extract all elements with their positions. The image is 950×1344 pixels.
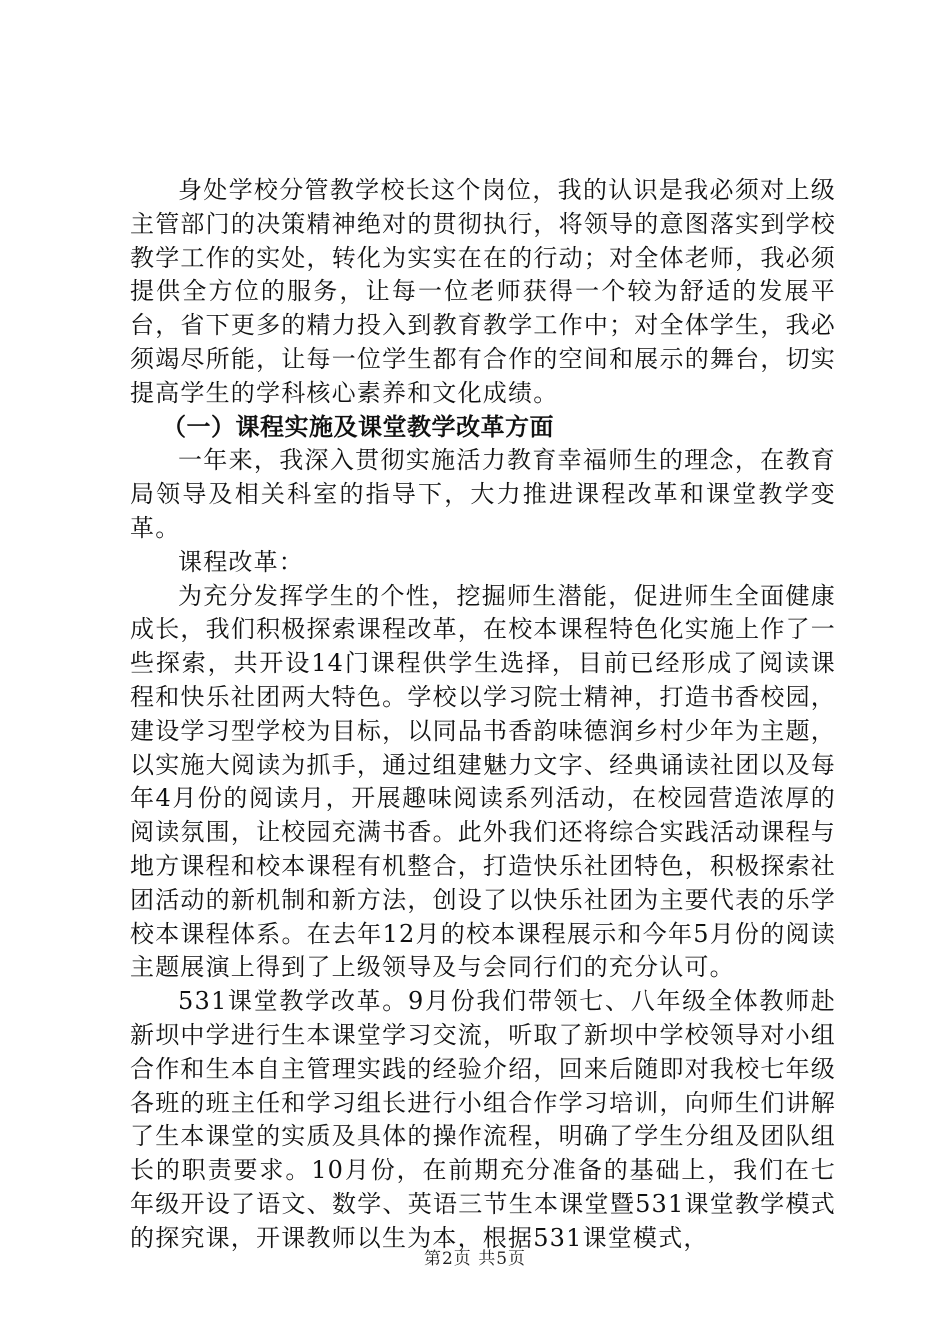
curriculum-paragraph: 为充分发挥学生的个性，挖掘师生潜能，促进师生全面健康成长，我们积极探索课程改革，在校本课程特色化实施上作了一些探索，共开设14门课程供学生选择，目前已经形成了阅读课程和快乐社团两大特色。学校以学习院士精神，打造书香校园，建设学习型学校为目标，以同品书香韵味德润乡村少年为主题，以实施大阅读为抓手，通过组建魅力文字、经典诵读社团以及每年4月份的阅读月，开展趣味阅读系列活动，在校园营造浓厚的阅读氛围，让校园充满书香。此外我们还将综合实践活动课程与地方课程和校本课程有机整合，打造快乐社团特色，积极探索社团活动的新机制和新方法，创设了以快乐社团为主要代表的乐学校本课程体系。在去年12月的校本课程展示和今年5月份的阅读主题展演上得到了上级领导及与会同行们的充分认可。 [130,581,836,982]
opening-paragraph: 身处学校分管教学校长这个岗位，我的认识是我必须对上级主管部门的决策精神绝对的贯彻执行，将领导的意图落实到学校教学工作的实处，转化为实实在在的行动；对全体老师，我必须提供全方位的服务，让每一位老师获得一个较为舒适的发展平台，省下更多的精力投入到教育教学工作中；对全体学生，我必须竭尽所能，让每一位学生都有合作的空间和展示的舞台，切实提高学生的学科核心素养和文化成绩。 [130,176,836,407]
classroom-reform-paragraph: 531课堂教学改革。9月份我们带领七、八年级全体教师赴新坝中学进行生本课堂学习交流，听取了新坝中学校领导对小组合作和生本自主管理实践的经验介绍，回来后随即对我校七年级各班的班主任和学习组长进行小组合作学习培训，向师生们讲解了生本课堂的实质及具体的操作流程，明确了学生分组及团队组长的职责要求。10月份，在前期充分准备的基础上，我们在七年级开设了语文、数学、英语三节生本课堂暨531课堂教学模式的探究课，开课教师以生为本，根据531课堂模式， [130,987,836,1252]
page-number-footer: 第2页 共5页 [423,1249,527,1269]
document-body [130,174,836,1256]
intro-paragraph: 一年来，我深入贯彻实施活力教育幸福师生的理念，在教育局领导及相关科室的指导下，大力推进课程改革和课堂教学变革。 [130,446,836,542]
section-heading: （一）课程实施及课堂教学改革方面 [162,412,554,441]
curriculum-subheading: 课程改革： [178,547,304,576]
